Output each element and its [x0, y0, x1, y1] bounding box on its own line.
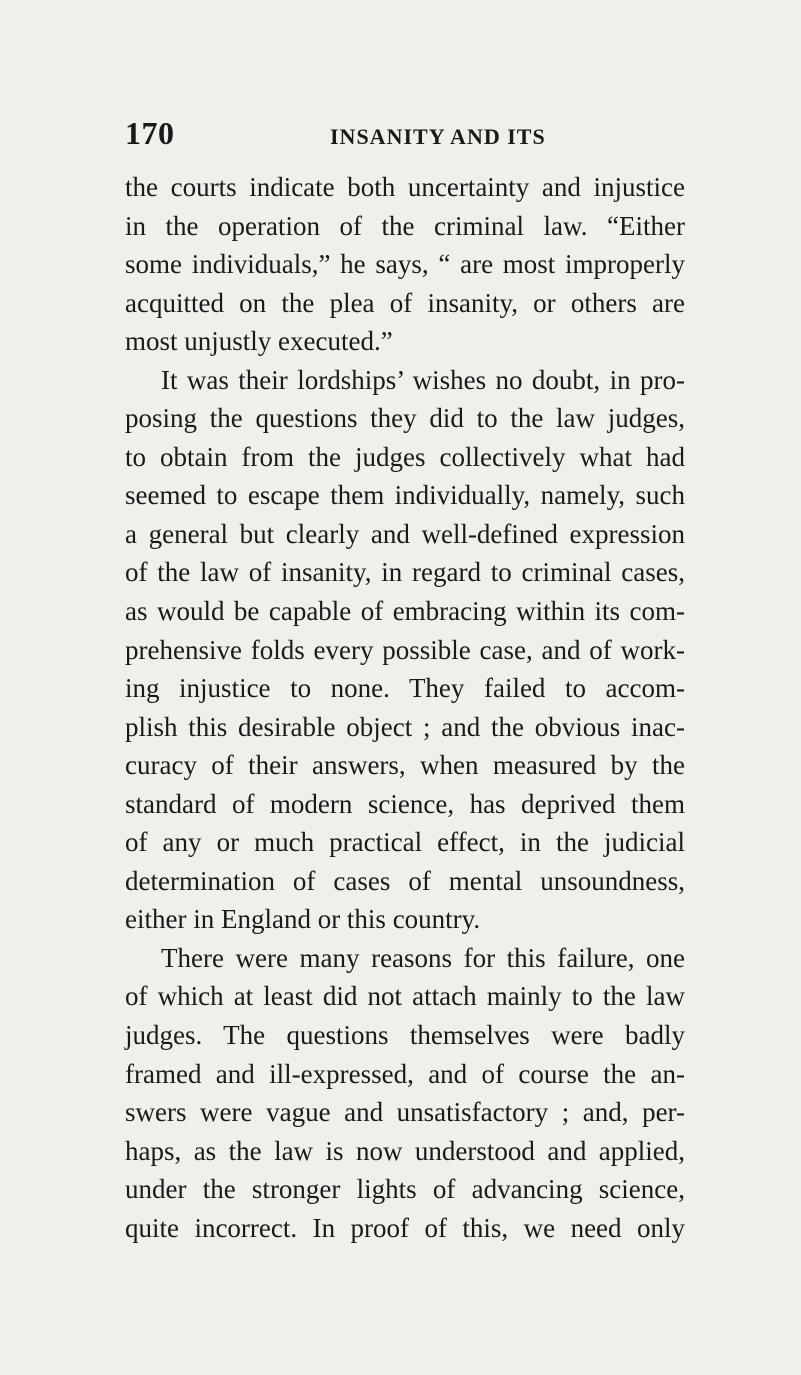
text-line: acquitted on the plea of insanity, or others are	[125, 287, 685, 318]
text-line: curacy of their answers, when measured by the	[125, 750, 685, 781]
text-line: judges. The questions themselves were badly	[125, 1020, 685, 1051]
text-line: of the law of insanity, in regard to criminal cases,	[125, 557, 685, 588]
text-line: as would be capable of embracing within its com-	[125, 596, 685, 627]
text-line: in the operation of the criminal law. “Either	[125, 210, 685, 241]
text-line: some individuals,” he says, “ are most improperly	[125, 249, 685, 280]
page-number: 170	[125, 115, 175, 151]
text-line: under the stronger lights of advancing science,	[125, 1174, 685, 1205]
text-line: most unjustly executed.”	[125, 326, 393, 357]
text-line: either in England or this country.	[125, 904, 481, 935]
text-line: quite incorrect. In proof of this, we need only	[125, 1212, 685, 1243]
text-line: posing the questions they did to the law judges,	[125, 403, 685, 434]
running-head	[125, 113, 685, 153]
text-line: a general but clearly and well-defined expression	[125, 518, 685, 549]
text-line: standard of modern science, has deprived them	[125, 788, 685, 819]
text-line: of which at least did not attach mainly to the law	[125, 981, 685, 1012]
text-line: the courts indicate both uncertainty and injustice	[125, 172, 685, 202]
text-line: of any or much practical effect, in the judicial	[125, 827, 685, 858]
text-line: It was their lordships’ wishes no doubt, in pro-	[161, 364, 685, 395]
body-text	[125, 168, 685, 1247]
text-line: prehensive folds every possible case, and of work-	[125, 634, 685, 665]
text-line: ing injustice to none. They failed to accom-	[125, 673, 685, 704]
text-line: There were many reasons for this failure, one	[161, 942, 685, 973]
text-line: framed and ill-expressed, and of course the an-	[125, 1058, 685, 1089]
running-title: INSANITY AND ITS	[330, 124, 546, 149]
text-line: plish this desirable object ; and the obvious inac-	[125, 711, 685, 742]
text-line: seemed to escape them individually, namely, such	[125, 480, 685, 511]
text-line: to obtain from the judges collectively what had	[125, 441, 685, 472]
text-line: determination of cases of mental unsoundness,	[125, 865, 685, 896]
text-line: haps, as the law is now understood and applied,	[125, 1135, 685, 1166]
text-line: swers were vague and unsatisfactory ; and, per-	[125, 1097, 685, 1128]
